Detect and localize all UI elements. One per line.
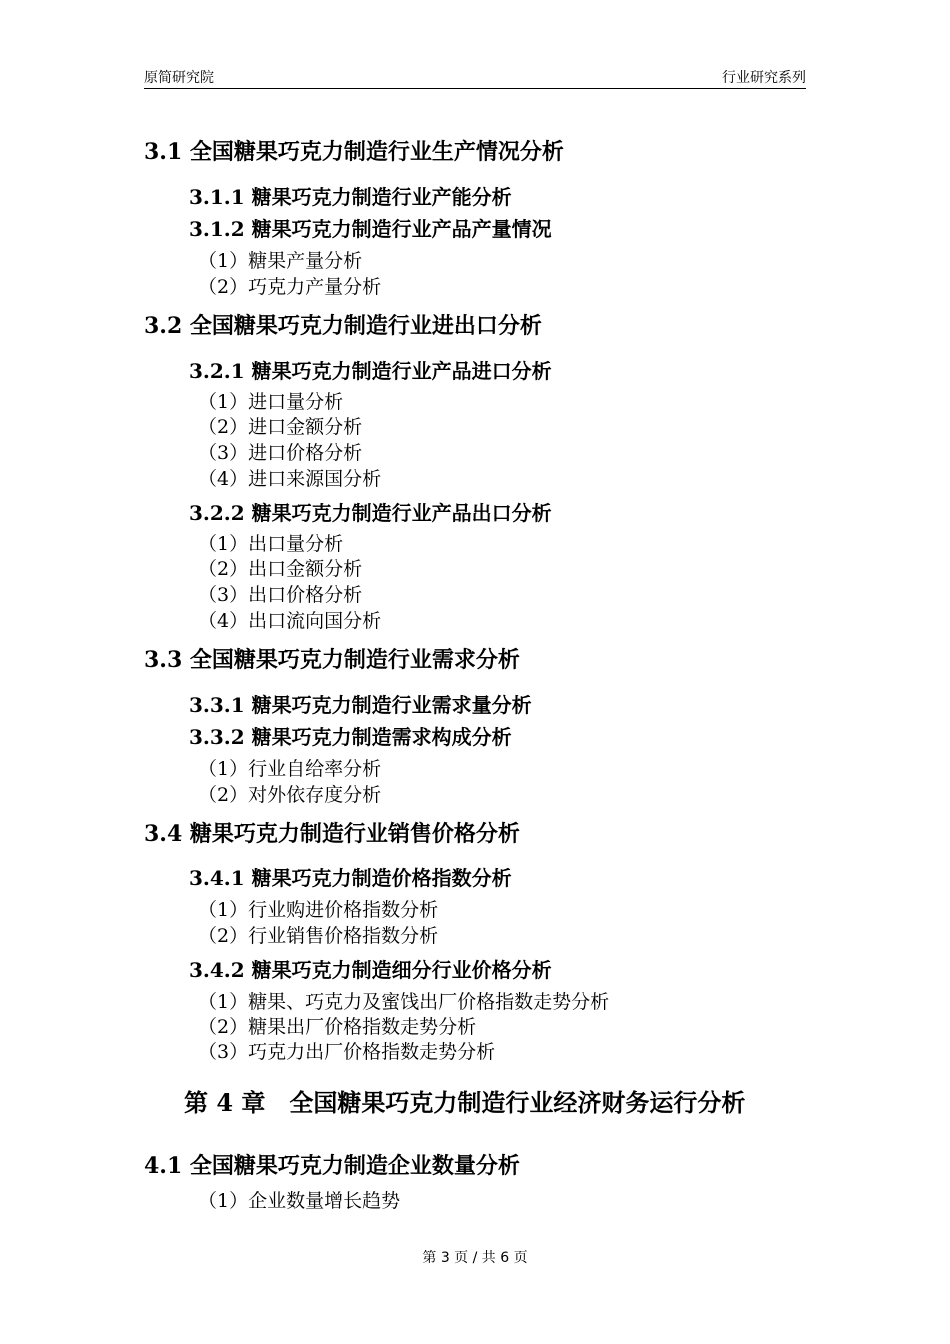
page-footer: 第 3 页 / 共 6 页 bbox=[422, 1250, 528, 1266]
section-heading: 3.2 全国糖果巧克力制造行业进出口分析 bbox=[144, 313, 542, 339]
toc-item: （1）企业数量增长趋势 bbox=[198, 1190, 401, 1212]
toc-item: （2）出口金额分析 bbox=[198, 558, 363, 580]
toc-item: （1）糖果、巧克力及蜜饯出厂价格指数走势分析 bbox=[198, 991, 610, 1013]
section-heading: 3.1 全国糖果巧克力制造行业生产情况分析 bbox=[144, 139, 564, 165]
toc-item: （3）出口价格分析 bbox=[198, 584, 363, 606]
header-rule bbox=[144, 88, 806, 89]
toc-item: （1）行业自给率分析 bbox=[198, 758, 382, 780]
subsection-heading: 3.2.2 糖果巧克力制造行业产品出口分析 bbox=[189, 501, 552, 525]
toc-item: （1）糖果产量分析 bbox=[198, 250, 363, 272]
toc-item: （2）进口金额分析 bbox=[198, 416, 363, 438]
toc-item: （1）出口量分析 bbox=[198, 533, 344, 555]
subsection-heading: 3.3.1 糖果巧克力制造行业需求量分析 bbox=[189, 693, 532, 717]
toc-item: （1）行业购进价格指数分析 bbox=[198, 899, 439, 921]
subsection-heading: 3.4.1 糖果巧克力制造价格指数分析 bbox=[189, 866, 512, 890]
toc-item: （4）进口来源国分析 bbox=[198, 468, 382, 490]
section-heading: 3.3 全国糖果巧克力制造行业需求分析 bbox=[144, 647, 520, 673]
subsection-heading: 3.1.2 糖果巧克力制造行业产品产量情况 bbox=[189, 217, 552, 241]
header-institute: 原简研究院 bbox=[144, 70, 214, 86]
toc-item: （2）糖果出厂价格指数走势分析 bbox=[198, 1016, 477, 1038]
toc-item: （4）出口流向国分析 bbox=[198, 610, 382, 632]
toc-item: （3）巧克力出厂价格指数走势分析 bbox=[198, 1041, 496, 1063]
toc-item: （2）行业销售价格指数分析 bbox=[198, 925, 439, 947]
toc-item: （2）对外依存度分析 bbox=[198, 784, 382, 806]
subsection-heading: 3.1.1 糖果巧克力制造行业产能分析 bbox=[189, 185, 512, 209]
section-heading: 3.4 糖果巧克力制造行业销售价格分析 bbox=[144, 821, 520, 847]
subsection-heading: 3.2.1 糖果巧克力制造行业产品进口分析 bbox=[189, 359, 552, 383]
chapter-heading: 第 4 章 全国糖果巧克力制造行业经济财务运行分析 bbox=[184, 1088, 746, 1117]
toc-item: （1）进口量分析 bbox=[198, 391, 344, 413]
section-heading: 4.1 全国糖果巧克力制造企业数量分析 bbox=[144, 1153, 520, 1179]
toc-item: （3）进口价格分析 bbox=[198, 442, 363, 464]
subsection-heading: 3.4.2 糖果巧克力制造细分行业价格分析 bbox=[189, 958, 552, 982]
toc-item: （2）巧克力产量分析 bbox=[198, 276, 382, 298]
header-series: 行业研究系列 bbox=[722, 70, 806, 86]
subsection-heading: 3.3.2 糖果巧克力制造需求构成分析 bbox=[189, 725, 512, 749]
